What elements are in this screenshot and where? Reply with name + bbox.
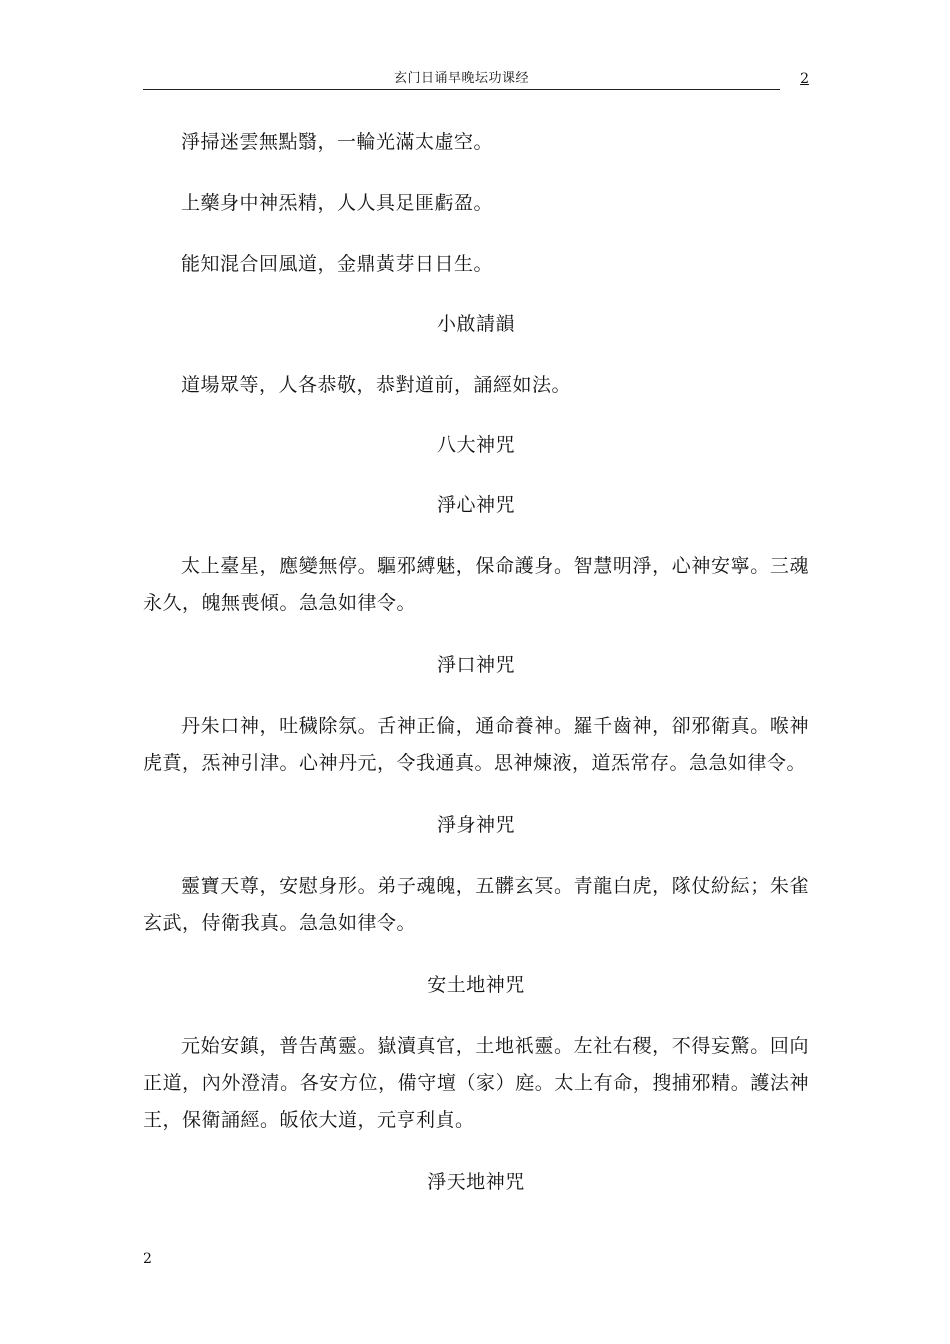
verse-line: 上藥身中神炁精，人人具足匪虧盈。	[181, 192, 494, 214]
section-heading-jing-kou-shen-zhou: 淨口神咒	[436, 654, 515, 676]
section-heading-ba-da-shen-zhou: 八大神咒	[436, 434, 515, 456]
verse-line: 淨掃迷雲無點翳，一輪光滿太虛空。	[181, 131, 494, 153]
section-heading-jing-tian-di-shen-zhou: 淨天地神咒	[427, 1171, 525, 1193]
page-header	[143, 71, 809, 91]
section-heading-jing-xin-shen-zhou: 淨心神咒	[436, 494, 515, 516]
header-page-number: 2	[800, 71, 809, 87]
footer-page-number: 2	[143, 1251, 152, 1267]
verse-line: 道場眾等，人各恭敬，恭對道前，誦經如法。	[181, 374, 572, 396]
section-heading-xiao-qi-qing-yun: 小啟請韻	[436, 313, 515, 335]
incantation-paragraph: 靈寶天尊，安慰身形。弟子魂魄，五髒玄冥。青龍白虎，隊仗紛紜；朱雀玄武，侍衛我真。急急如律令。	[143, 875, 809, 934]
incantation-paragraph: 太上臺星，應變無停。驅邪縛魅，保命護身。智慧明淨，心神安寧。三魂永久，魄無喪傾。急急如律令。	[143, 555, 809, 614]
section-heading-jing-shen-shen-zhou: 淨身神咒	[436, 814, 515, 836]
header-rule	[143, 89, 780, 90]
incantation-paragraph: 丹朱口神，吐穢除氛。舌神正倫，通命養神。羅千齒神，卻邪衛真。喉神虎賁，炁神引津。心神丹元，令我通真。思神煉液，道炁常存。急急如律令。	[143, 715, 809, 774]
scripture-text	[143, 124, 809, 1225]
incantation-paragraph: 元始安鎮，普告萬靈。嶽瀆真官，土地祇靈。左社右稷，不得妄驚。回向正道，內外澄清。各安方位，備守壇（家）庭。太上有命，搜捕邪精。護法神王，保衛誦經。皈依大道，元亨利貞。	[143, 1035, 809, 1131]
section-heading-an-tu-di-shen-zhou: 安土地神咒	[427, 974, 525, 996]
header-title: 玄门日诵早晚坛功课经	[393, 71, 529, 86]
verse-line: 能知混合回風道，金鼎黃芽日日生。	[181, 253, 494, 275]
